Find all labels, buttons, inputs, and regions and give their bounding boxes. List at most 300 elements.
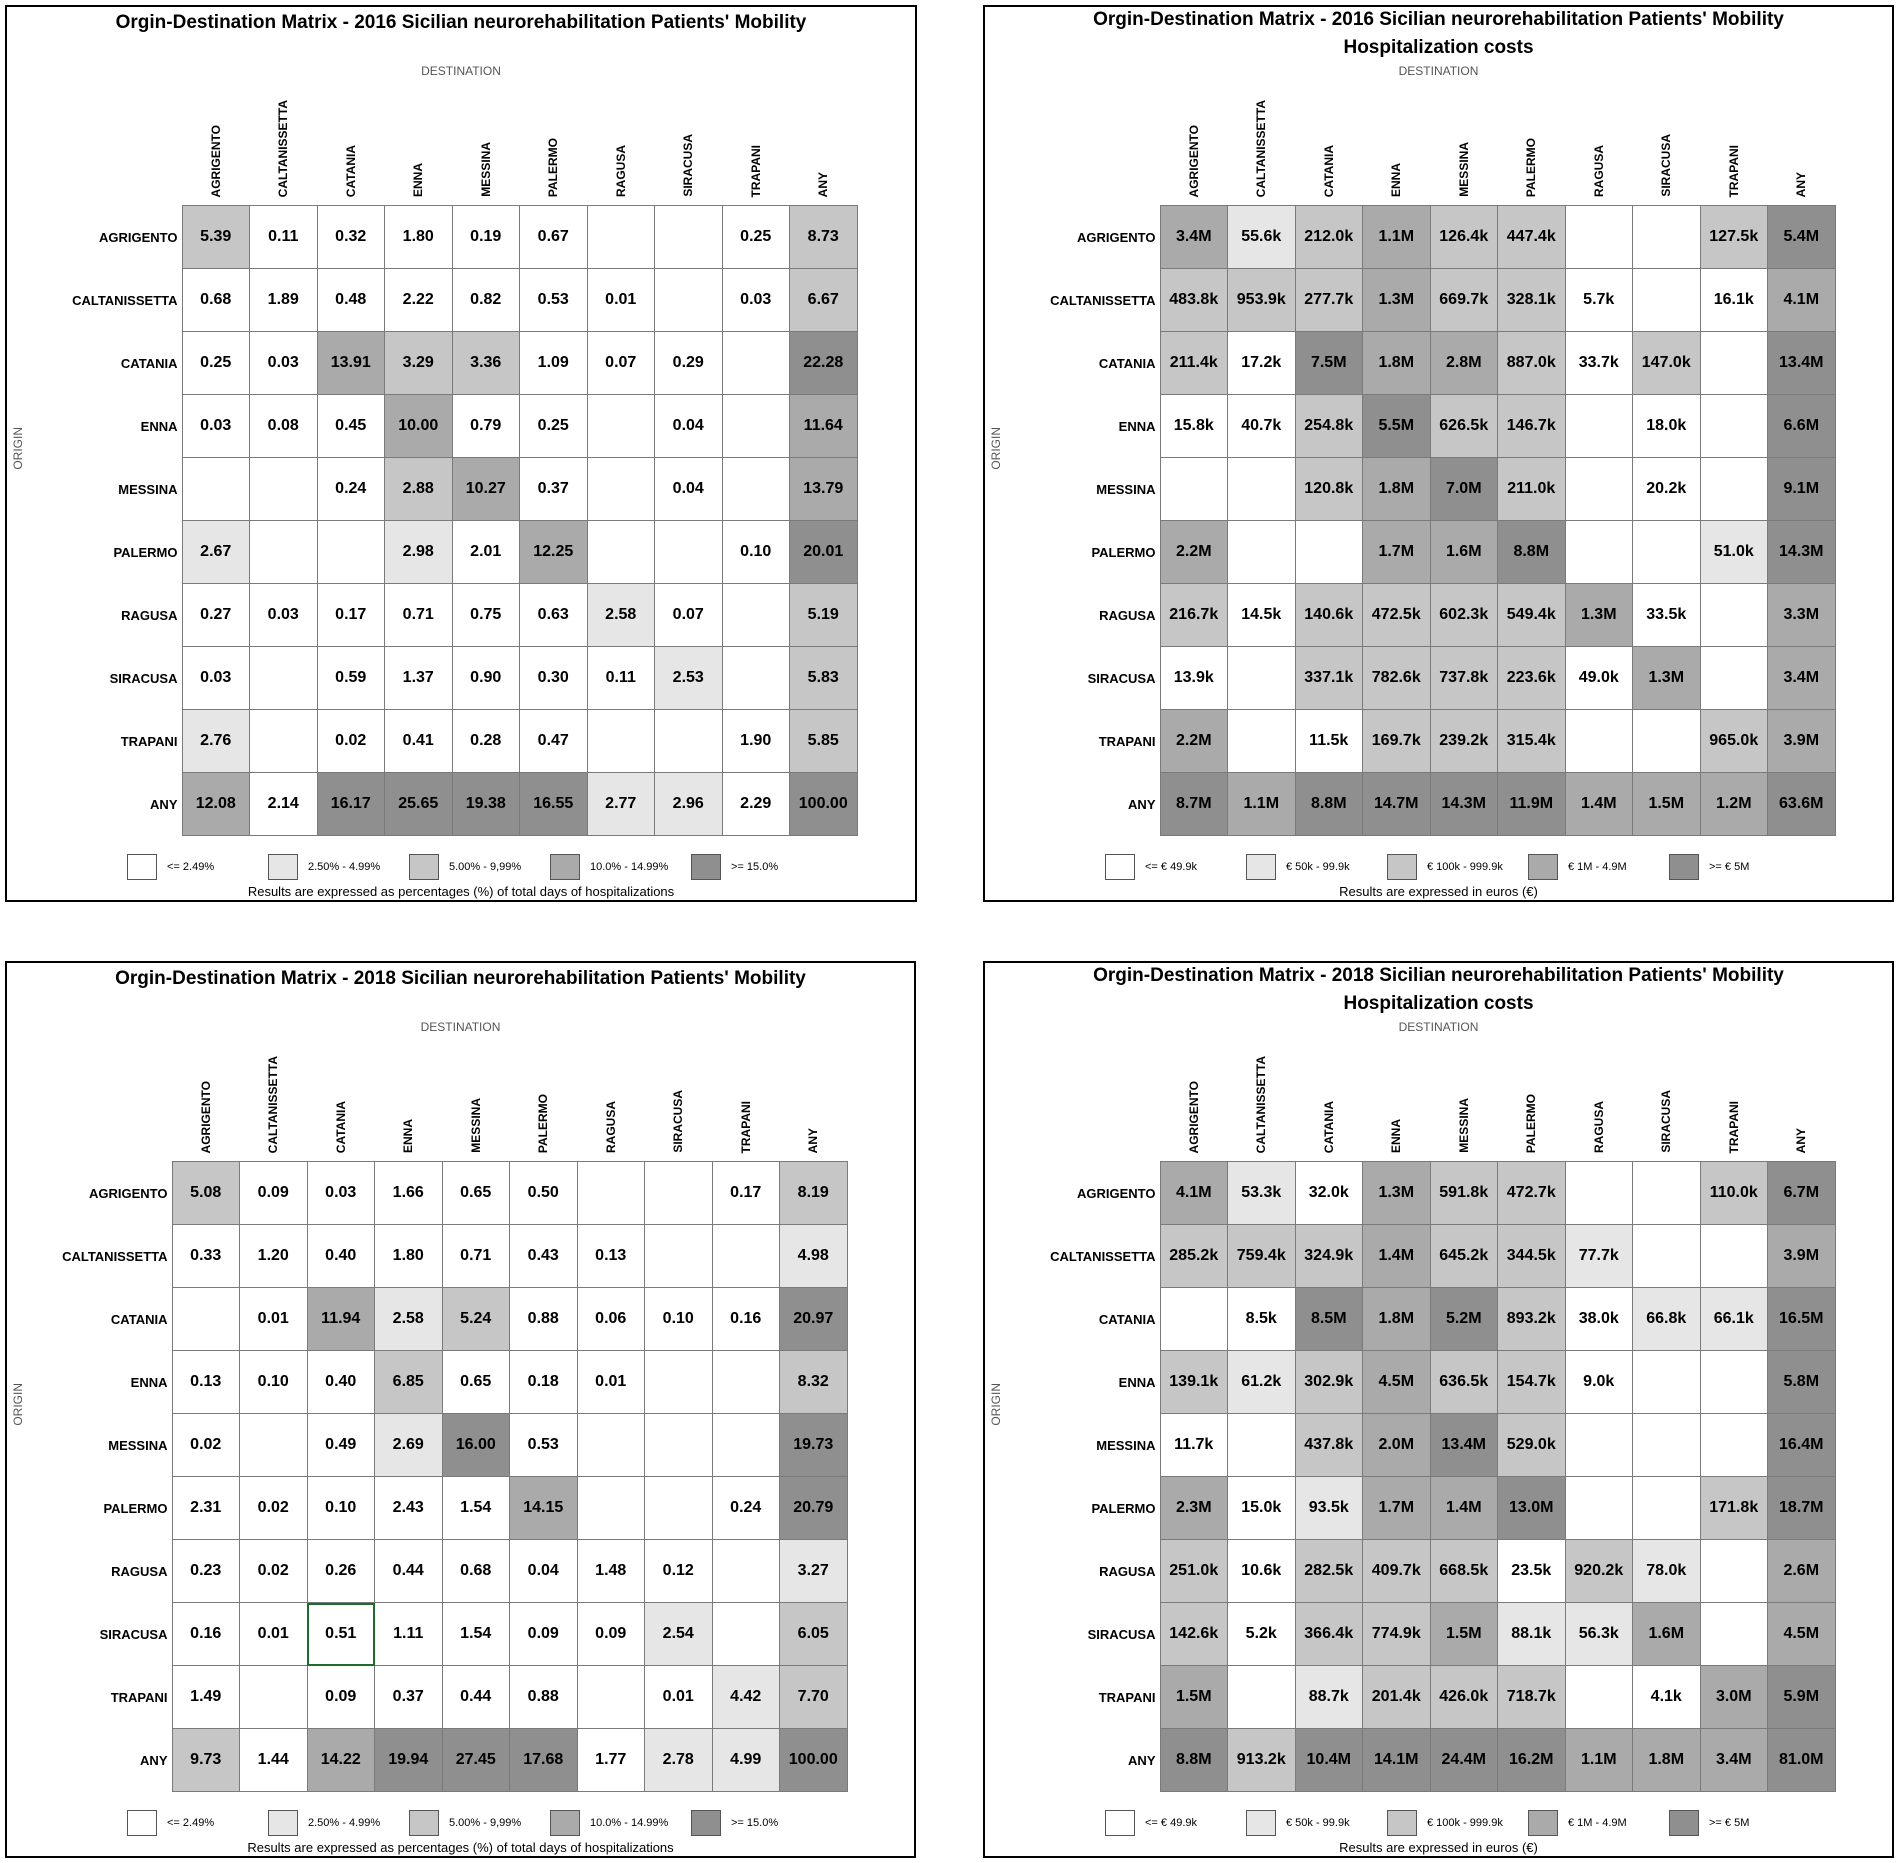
matrix-cell bbox=[645, 1351, 713, 1414]
matrix-cell: 0.10 bbox=[307, 1477, 375, 1540]
matrix-cell bbox=[577, 1666, 645, 1729]
matrix-cell: 5.7k bbox=[1565, 269, 1633, 332]
matrix-cell: 1.54 bbox=[442, 1477, 510, 1540]
matrix-cell: 0.65 bbox=[442, 1162, 510, 1225]
destination-label: ANY bbox=[1794, 1127, 1809, 1153]
matrix-panel bbox=[5, 5, 917, 902]
matrix-cell: 55.6k bbox=[1228, 206, 1296, 269]
matrix-cell: 1.8M bbox=[1363, 1288, 1431, 1351]
matrix-cell: 324.9k bbox=[1295, 1225, 1363, 1288]
matrix-cell: 40.7k bbox=[1228, 395, 1296, 458]
origin-label: MESSINA bbox=[118, 481, 178, 497]
legend-swatch bbox=[1669, 1810, 1699, 1836]
matrix-cell: 10.00 bbox=[385, 395, 453, 458]
matrix-cell: 8.19 bbox=[780, 1162, 848, 1225]
matrix-row bbox=[1025, 521, 1835, 584]
matrix-cell bbox=[1633, 521, 1701, 584]
matrix-cell: 66.1k bbox=[1700, 1288, 1768, 1351]
matrix-cell: 142.6k bbox=[1160, 1603, 1228, 1666]
matrix-cell: 2.88 bbox=[385, 458, 453, 521]
legend-note: Results are expressed as percentages (%) of total days of hospitalizations bbox=[247, 1840, 674, 1855]
matrix-row bbox=[37, 1351, 847, 1414]
matrix-cell: 19.94 bbox=[375, 1729, 443, 1792]
origin-label: RAGUSA bbox=[1099, 607, 1156, 623]
matrix-cell: 2.6M bbox=[1768, 1540, 1836, 1603]
column-header bbox=[1498, 87, 1566, 206]
column-header bbox=[1768, 1043, 1836, 1162]
corner-cell bbox=[37, 1043, 172, 1162]
origin-label: TRAPANI bbox=[1098, 1689, 1156, 1705]
matrix-cell: 0.09 bbox=[240, 1162, 308, 1225]
matrix-row bbox=[1025, 1666, 1835, 1729]
matrix-cell: 17.68 bbox=[510, 1729, 578, 1792]
matrix-cell: 0.25 bbox=[722, 206, 790, 269]
matrix-cell: 668.5k bbox=[1430, 1540, 1498, 1603]
matrix-cell: 14.3M bbox=[1768, 521, 1836, 584]
legend-swatch bbox=[1105, 854, 1135, 880]
column-header bbox=[1700, 1043, 1768, 1162]
origin-label: AGRIGENTO bbox=[89, 1185, 168, 1201]
matrix-cell: 171.8k bbox=[1700, 1477, 1768, 1540]
legend-swatch bbox=[550, 1810, 580, 1836]
matrix-cell bbox=[1700, 1540, 1768, 1603]
legend-label: >= 15.0% bbox=[731, 1817, 779, 1829]
matrix-row bbox=[1025, 1540, 1835, 1603]
matrix-cell: 88.7k bbox=[1295, 1666, 1363, 1729]
destination-label: MESSINA bbox=[1456, 1098, 1471, 1153]
matrix-cell: 669.7k bbox=[1430, 269, 1498, 332]
matrix-cell: 2.43 bbox=[375, 1477, 443, 1540]
origin-label: PALERMO bbox=[113, 544, 178, 560]
matrix-cell: 0.01 bbox=[240, 1288, 308, 1351]
matrix-cell: 12.25 bbox=[520, 521, 588, 584]
matrix-cell: 0.37 bbox=[375, 1666, 443, 1729]
matrix-cell bbox=[577, 1477, 645, 1540]
matrix-cell: 1.44 bbox=[240, 1729, 308, 1792]
matrix-cell bbox=[1633, 1351, 1701, 1414]
matrix-cell: 20.79 bbox=[780, 1477, 848, 1540]
matrix-cell: 24.4M bbox=[1430, 1729, 1498, 1792]
legend-label: 2.50% - 4.99% bbox=[308, 1817, 381, 1829]
matrix-cell: 33.7k bbox=[1565, 332, 1633, 395]
origin-label: ENNA bbox=[140, 418, 178, 434]
column-header bbox=[577, 1043, 645, 1162]
origin-label: PALERMO bbox=[1091, 544, 1156, 560]
matrix-cell: 2.98 bbox=[385, 521, 453, 584]
origin-label: MESSINA bbox=[108, 1437, 168, 1453]
column-header bbox=[1228, 87, 1296, 206]
matrix-cell: 1.3M bbox=[1565, 584, 1633, 647]
matrix-cell bbox=[1633, 1225, 1701, 1288]
matrix-cell: 0.19 bbox=[452, 206, 520, 269]
matrix-cell: 1.80 bbox=[385, 206, 453, 269]
destination-label: PALERMO bbox=[546, 137, 561, 197]
matrix-cell: 3.0M bbox=[1700, 1666, 1768, 1729]
matrix-cell: 0.37 bbox=[520, 458, 588, 521]
matrix-cell bbox=[250, 458, 318, 521]
matrix-cell bbox=[712, 1351, 780, 1414]
destination-axis-label: DESTINATION bbox=[420, 1020, 501, 1034]
matrix-cell: 1.09 bbox=[520, 332, 588, 395]
legend-label: 2.50% - 4.99% bbox=[308, 861, 381, 873]
matrix-cell: 5.39 bbox=[182, 206, 250, 269]
origin-label: SIRACUSA bbox=[99, 1626, 168, 1642]
matrix-cell: 20.97 bbox=[780, 1288, 848, 1351]
matrix-cell: 2.58 bbox=[587, 584, 655, 647]
matrix-cell: 0.68 bbox=[182, 269, 250, 332]
matrix-cell bbox=[1295, 521, 1363, 584]
column-header bbox=[510, 1043, 578, 1162]
matrix-cell: 0.50 bbox=[510, 1162, 578, 1225]
matrix-cell: 154.7k bbox=[1498, 1351, 1566, 1414]
od-matrix-table bbox=[1025, 87, 1836, 836]
matrix-cell: 0.04 bbox=[655, 395, 723, 458]
destination-label: RAGUSA bbox=[613, 144, 628, 197]
matrix-cell bbox=[1565, 1477, 1633, 1540]
matrix-cell: 2.31 bbox=[172, 1477, 240, 1540]
legend-label: >= € 5M bbox=[1709, 861, 1750, 873]
origin-label: TRAPANI bbox=[1098, 733, 1156, 749]
matrix-cell: 1.48 bbox=[577, 1540, 645, 1603]
column-header-row bbox=[47, 87, 857, 206]
matrix-row bbox=[1025, 1729, 1835, 1792]
matrix-cell: 12.08 bbox=[182, 773, 250, 836]
matrix-cell: 38.0k bbox=[1565, 1288, 1633, 1351]
panel-title: Orgin-Destination Matrix - 2016 Sicilian neurorehabilitation Patients' Mobility bbox=[1093, 9, 1784, 30]
matrix-cell: 1.37 bbox=[385, 647, 453, 710]
matrix-cell: 4.5M bbox=[1768, 1603, 1836, 1666]
matrix-row bbox=[1025, 1414, 1835, 1477]
matrix-cell: 127.5k bbox=[1700, 206, 1768, 269]
column-header bbox=[1363, 87, 1431, 206]
matrix-cell: 0.90 bbox=[452, 647, 520, 710]
origin-label: ENNA bbox=[1118, 1374, 1156, 1390]
matrix-cell bbox=[1565, 458, 1633, 521]
legend-swatch bbox=[1105, 1810, 1135, 1836]
matrix-cell: 0.09 bbox=[510, 1603, 578, 1666]
matrix-cell: 920.2k bbox=[1565, 1540, 1633, 1603]
matrix-cell bbox=[587, 395, 655, 458]
matrix-cell: 0.10 bbox=[240, 1351, 308, 1414]
matrix-cell bbox=[655, 206, 723, 269]
matrix-cell: 13.9k bbox=[1160, 647, 1228, 710]
matrix-cell bbox=[712, 1414, 780, 1477]
matrix-cell: 93.5k bbox=[1295, 1477, 1363, 1540]
matrix-row bbox=[47, 395, 857, 458]
matrix-cell: 16.17 bbox=[317, 773, 385, 836]
matrix-cell: 0.45 bbox=[317, 395, 385, 458]
matrix-cell: 3.4M bbox=[1160, 206, 1228, 269]
matrix-cell: 1.8M bbox=[1363, 458, 1431, 521]
matrix-row bbox=[1025, 1288, 1835, 1351]
matrix-cell: 239.2k bbox=[1430, 710, 1498, 773]
origin-label: CALTANISSETTA bbox=[72, 292, 178, 308]
matrix-cell bbox=[1700, 584, 1768, 647]
matrix-cell: 0.09 bbox=[307, 1666, 375, 1729]
matrix-cell: 6.05 bbox=[780, 1603, 848, 1666]
matrix-cell: 53.3k bbox=[1228, 1162, 1296, 1225]
matrix-cell bbox=[722, 395, 790, 458]
matrix-cell: 0.16 bbox=[172, 1603, 240, 1666]
matrix-cell: 315.4k bbox=[1498, 710, 1566, 773]
matrix-cell: 7.70 bbox=[780, 1666, 848, 1729]
matrix-cell: 0.02 bbox=[172, 1414, 240, 1477]
origin-axis-label: ORIGIN bbox=[11, 1383, 25, 1426]
matrix-cell: 0.17 bbox=[712, 1162, 780, 1225]
matrix-cell bbox=[1565, 395, 1633, 458]
matrix-cell: 1.3M bbox=[1633, 647, 1701, 710]
origin-label: SIRACUSA bbox=[109, 670, 178, 686]
matrix-row bbox=[47, 332, 857, 395]
matrix-row bbox=[37, 1603, 847, 1666]
origin-label: RAGUSA bbox=[1099, 1563, 1156, 1579]
matrix-cell: 5.4M bbox=[1768, 206, 1836, 269]
matrix-cell: 5.2k bbox=[1228, 1603, 1296, 1666]
matrix-panel bbox=[983, 5, 1894, 902]
matrix-cell: 66.8k bbox=[1633, 1288, 1701, 1351]
column-header bbox=[722, 87, 790, 206]
matrix-cell: 147.0k bbox=[1633, 332, 1701, 395]
origin-axis-label: ORIGIN bbox=[989, 1383, 1003, 1426]
matrix-cell: 1.2M bbox=[1700, 773, 1768, 836]
column-header-row bbox=[1025, 1043, 1835, 1162]
destination-label: TRAPANI bbox=[1726, 1100, 1741, 1153]
destination-label: RAGUSA bbox=[603, 1100, 618, 1153]
destination-label: PALERMO bbox=[536, 1093, 551, 1153]
destination-label: CATANIA bbox=[1321, 1100, 1336, 1153]
matrix-cell: 887.0k bbox=[1498, 332, 1566, 395]
matrix-cell: 1.4M bbox=[1430, 1477, 1498, 1540]
matrix-cell: 17.2k bbox=[1228, 332, 1296, 395]
matrix-cell: 1.66 bbox=[375, 1162, 443, 1225]
column-header bbox=[1565, 87, 1633, 206]
matrix-row bbox=[47, 458, 857, 521]
destination-label: ENNA bbox=[1389, 1118, 1404, 1153]
corner-cell bbox=[1025, 87, 1160, 206]
matrix-cell: 16.5M bbox=[1768, 1288, 1836, 1351]
matrix-cell: 0.53 bbox=[520, 269, 588, 332]
legend-label: >= 15.0% bbox=[731, 861, 779, 873]
matrix-row bbox=[1025, 206, 1835, 269]
matrix-cell: 1.8M bbox=[1633, 1729, 1701, 1792]
matrix-cell: 14.15 bbox=[510, 1477, 578, 1540]
matrix-cell: 0.13 bbox=[172, 1351, 240, 1414]
matrix-cell: 0.67 bbox=[520, 206, 588, 269]
matrix-cell: 1.3M bbox=[1363, 1162, 1431, 1225]
column-header bbox=[1633, 1043, 1701, 1162]
matrix-cell: 1.1M bbox=[1228, 773, 1296, 836]
destination-label: AGRIGENTO bbox=[1186, 124, 1201, 197]
matrix-cell bbox=[587, 710, 655, 773]
matrix-cell: 1.1M bbox=[1363, 206, 1431, 269]
matrix-cell: 2.67 bbox=[182, 521, 250, 584]
column-header bbox=[1768, 87, 1836, 206]
matrix-cell: 5.85 bbox=[790, 710, 858, 773]
matrix-cell: 88.1k bbox=[1498, 1603, 1566, 1666]
matrix-cell: 211.4k bbox=[1160, 332, 1228, 395]
matrix-cell bbox=[712, 1540, 780, 1603]
destination-label: RAGUSA bbox=[1591, 144, 1606, 197]
matrix-cell: 782.6k bbox=[1363, 647, 1431, 710]
destination-label: MESSINA bbox=[478, 142, 493, 197]
matrix-cell: 11.94 bbox=[307, 1288, 375, 1351]
matrix-row bbox=[47, 269, 857, 332]
matrix-cell: 51.0k bbox=[1700, 521, 1768, 584]
matrix-cell: 140.6k bbox=[1295, 584, 1363, 647]
matrix-cell: 8.5k bbox=[1228, 1288, 1296, 1351]
matrix-cell: 759.4k bbox=[1228, 1225, 1296, 1288]
matrix-cell: 8.7M bbox=[1160, 773, 1228, 836]
matrix-cell: 0.03 bbox=[182, 395, 250, 458]
legend-label: <= € 49.9k bbox=[1145, 1817, 1197, 1829]
matrix-cell: 1.5M bbox=[1430, 1603, 1498, 1666]
matrix-cell: 4.1k bbox=[1633, 1666, 1701, 1729]
matrix-cell: 0.68 bbox=[442, 1540, 510, 1603]
matrix-cell bbox=[577, 1414, 645, 1477]
matrix-cell bbox=[172, 1288, 240, 1351]
matrix-cell: 8.5M bbox=[1295, 1288, 1363, 1351]
matrix-cell: 965.0k bbox=[1700, 710, 1768, 773]
matrix-cell: 2.78 bbox=[645, 1729, 713, 1792]
matrix-cell bbox=[587, 458, 655, 521]
origin-label: SIRACUSA bbox=[1087, 1626, 1156, 1642]
matrix-cell: 77.7k bbox=[1565, 1225, 1633, 1288]
matrix-cell: 78.0k bbox=[1633, 1540, 1701, 1603]
column-header bbox=[587, 87, 655, 206]
matrix-cell: 13.4M bbox=[1768, 332, 1836, 395]
matrix-cell: 0.32 bbox=[317, 206, 385, 269]
matrix-cell: 1.54 bbox=[442, 1603, 510, 1666]
matrix-cell: 139.1k bbox=[1160, 1351, 1228, 1414]
od-matrix-table bbox=[47, 87, 858, 836]
matrix-cell: 1.11 bbox=[375, 1603, 443, 1666]
column-header bbox=[1363, 1043, 1431, 1162]
origin-label: CATANIA bbox=[1098, 1311, 1156, 1327]
matrix-cell: 126.4k bbox=[1430, 206, 1498, 269]
matrix-cell: 0.59 bbox=[317, 647, 385, 710]
matrix-cell: 282.5k bbox=[1295, 1540, 1363, 1603]
column-header bbox=[442, 1043, 510, 1162]
matrix-row bbox=[47, 206, 857, 269]
matrix-cell: 9.1M bbox=[1768, 458, 1836, 521]
matrix-row bbox=[37, 1540, 847, 1603]
matrix-cell: 1.77 bbox=[577, 1729, 645, 1792]
legend-label: 5.00% - 9,99% bbox=[449, 1817, 522, 1829]
matrix-cell: 2.8M bbox=[1430, 332, 1498, 395]
legend-note: Results are expressed in euros (€) bbox=[1339, 1840, 1538, 1855]
matrix-cell bbox=[1633, 206, 1701, 269]
column-header bbox=[307, 1043, 375, 1162]
matrix-cell: 0.10 bbox=[722, 521, 790, 584]
od-matrix-table bbox=[37, 1043, 848, 1792]
matrix-cell: 328.1k bbox=[1498, 269, 1566, 332]
matrix-cell: 3.9M bbox=[1768, 710, 1836, 773]
matrix-cell bbox=[1228, 1414, 1296, 1477]
matrix-cell: 14.3M bbox=[1430, 773, 1498, 836]
matrix-cell: 0.53 bbox=[510, 1414, 578, 1477]
matrix-cell: 1.3M bbox=[1363, 269, 1431, 332]
matrix-cell bbox=[1228, 1666, 1296, 1729]
matrix-cell: 3.4M bbox=[1700, 1729, 1768, 1792]
matrix-cell: 16.00 bbox=[442, 1414, 510, 1477]
matrix-cell: 2.96 bbox=[655, 773, 723, 836]
origin-label: MESSINA bbox=[1096, 481, 1156, 497]
destination-label: AGRIGENTO bbox=[208, 124, 223, 197]
matrix-cell: 33.5k bbox=[1633, 584, 1701, 647]
legend bbox=[985, 1810, 1892, 1840]
matrix-cell: 0.75 bbox=[452, 584, 520, 647]
legend-swatch bbox=[409, 854, 439, 880]
matrix-cell: 49.0k bbox=[1565, 647, 1633, 710]
panel-subtitle: Hospitalization costs bbox=[1343, 37, 1534, 58]
matrix-cell: 2.3M bbox=[1160, 1477, 1228, 1540]
matrix-cell: 100.00 bbox=[780, 1729, 848, 1792]
matrix-cell bbox=[1565, 206, 1633, 269]
destination-label: CALTANISSETTA bbox=[266, 1055, 281, 1153]
matrix-cell: 626.5k bbox=[1430, 395, 1498, 458]
matrix-cell: 0.23 bbox=[172, 1540, 240, 1603]
matrix-row bbox=[1025, 1477, 1835, 1540]
matrix-cell bbox=[1700, 395, 1768, 458]
destination-label: ANY bbox=[1794, 171, 1809, 197]
matrix-cell: 14.1M bbox=[1363, 1729, 1431, 1792]
matrix-cell: 15.0k bbox=[1228, 1477, 1296, 1540]
matrix-cell: 0.01 bbox=[240, 1603, 308, 1666]
matrix-row bbox=[1025, 395, 1835, 458]
column-header bbox=[780, 1043, 848, 1162]
origin-label: CATANIA bbox=[110, 1311, 168, 1327]
matrix-cell: 16.1k bbox=[1700, 269, 1768, 332]
matrix-cell: 437.8k bbox=[1295, 1414, 1363, 1477]
matrix-row bbox=[1025, 1225, 1835, 1288]
matrix-cell: 0.24 bbox=[317, 458, 385, 521]
matrix-cell: 18.0k bbox=[1633, 395, 1701, 458]
matrix-cell: 212.0k bbox=[1295, 206, 1363, 269]
matrix-cell: 1.5M bbox=[1633, 773, 1701, 836]
column-header bbox=[172, 1043, 240, 1162]
matrix-cell: 0.01 bbox=[645, 1666, 713, 1729]
matrix-cell: 2.2M bbox=[1160, 710, 1228, 773]
matrix-cell bbox=[722, 584, 790, 647]
destination-label: MESSINA bbox=[468, 1098, 483, 1153]
matrix-cell: 11.5k bbox=[1295, 710, 1363, 773]
legend-note: Results are expressed as percentages (%) of total days of hospitalizations bbox=[247, 884, 675, 899]
matrix-panel bbox=[983, 961, 1894, 1858]
column-header bbox=[1160, 87, 1228, 206]
matrix-cell: 1.1M bbox=[1565, 1729, 1633, 1792]
matrix-cell: 5.2M bbox=[1430, 1288, 1498, 1351]
matrix-cell: 18.7M bbox=[1768, 1477, 1836, 1540]
column-header bbox=[385, 87, 453, 206]
matrix-cell bbox=[1700, 647, 1768, 710]
matrix-cell: 6.67 bbox=[790, 269, 858, 332]
destination-label: PALERMO bbox=[1524, 1093, 1539, 1153]
matrix-cell bbox=[1565, 1414, 1633, 1477]
matrix-cell: 3.27 bbox=[780, 1540, 848, 1603]
column-header bbox=[520, 87, 588, 206]
legend-label: <= 2.49% bbox=[167, 861, 215, 873]
matrix-cell bbox=[1228, 458, 1296, 521]
matrix-cell: 6.85 bbox=[375, 1351, 443, 1414]
column-header bbox=[1295, 87, 1363, 206]
matrix-cell bbox=[1565, 1162, 1633, 1225]
legend-swatch bbox=[1387, 1810, 1417, 1836]
matrix-cell: 2.58 bbox=[375, 1288, 443, 1351]
matrix-cell: 13.79 bbox=[790, 458, 858, 521]
matrix-cell: 7.0M bbox=[1430, 458, 1498, 521]
matrix-row bbox=[1025, 1603, 1835, 1666]
matrix-cell: 0.11 bbox=[587, 647, 655, 710]
